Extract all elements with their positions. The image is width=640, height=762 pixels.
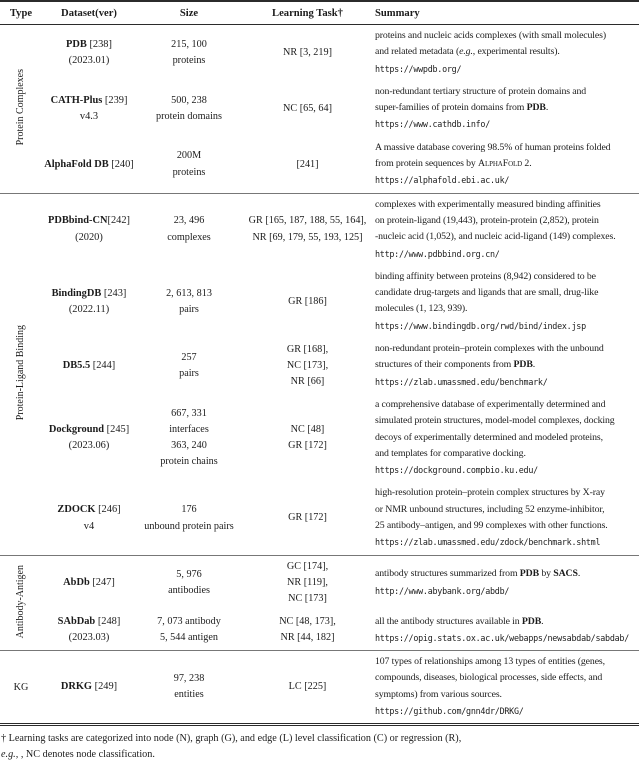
learning-task-cell bbox=[242, 81, 373, 137]
text-segment: non-redundant protein–protein complexes with the unbound bbox=[375, 343, 604, 355]
dataset-cell bbox=[42, 338, 136, 394]
text-segment: 2. bbox=[522, 158, 532, 170]
size-line: 5, 976 bbox=[176, 568, 202, 580]
text-segment: Learning Task† bbox=[272, 8, 343, 19]
size-cell bbox=[136, 193, 242, 266]
dataset-name-line bbox=[43, 358, 135, 374]
text-segment: v4.3 bbox=[79, 110, 99, 122]
summary-cell bbox=[373, 482, 639, 555]
summary-line bbox=[375, 213, 638, 229]
dataset-url-link[interactable]: https://opig.stats.ox.ac.uk/webapps/newsabdab/sabdab/ bbox=[375, 632, 629, 643]
text-segment: 25 antibody–antigen, and 99 complexes with other functions. bbox=[375, 520, 608, 532]
text-segment: [238] bbox=[86, 38, 112, 50]
dataset-name-line bbox=[43, 575, 135, 591]
text-segment: PDBbind-CN bbox=[48, 215, 108, 227]
summary-line bbox=[375, 703, 638, 720]
summary-line bbox=[375, 197, 638, 213]
size-line: 500, 238 bbox=[171, 94, 207, 106]
dataset-cell bbox=[42, 25, 136, 81]
text-segment: super-families of protein domains from bbox=[375, 102, 527, 114]
summary-line bbox=[375, 670, 638, 686]
dataset-name-line bbox=[43, 438, 135, 454]
size-line: 363, 240 bbox=[171, 440, 207, 452]
text-segment: AlphaFold bbox=[477, 158, 523, 170]
summary-line bbox=[375, 614, 638, 630]
text-segment: Dockground bbox=[48, 423, 105, 435]
text-segment: compounds, diseases, biological processes, side effects, and bbox=[375, 672, 603, 684]
summary-line bbox=[375, 156, 638, 172]
dataset-cell bbox=[42, 611, 136, 651]
type-group-label: Protein Complexes bbox=[15, 69, 26, 146]
summary-line bbox=[375, 116, 638, 133]
summary-cell bbox=[373, 193, 639, 266]
summary-line bbox=[375, 269, 638, 285]
column-header-size bbox=[136, 1, 242, 25]
text-segment: ZDOCK bbox=[57, 504, 96, 516]
summary-line bbox=[375, 446, 638, 462]
size-line: 2, 613, 813 bbox=[166, 287, 212, 299]
text-segment: [247] bbox=[89, 576, 115, 588]
summary-line bbox=[375, 44, 638, 60]
dataset-name-line bbox=[43, 230, 135, 246]
dataset-name-line bbox=[43, 109, 135, 125]
dataset-cell bbox=[42, 81, 136, 137]
type-group-label: KG bbox=[13, 681, 29, 693]
text-segment: a comprehensive database of experimentally determined and bbox=[375, 398, 606, 410]
size-line: proteins bbox=[172, 54, 206, 66]
summary-cell bbox=[373, 338, 639, 394]
table-row bbox=[0, 651, 639, 725]
table-row bbox=[0, 193, 639, 266]
summary-line bbox=[375, 341, 638, 357]
text-segment: . bbox=[532, 359, 536, 371]
summary-line bbox=[375, 357, 638, 373]
task-line: GR [165, 187, 188, 55, 164], bbox=[248, 215, 367, 227]
summary-cell bbox=[373, 651, 639, 725]
summary-line bbox=[375, 654, 638, 670]
table-row bbox=[0, 266, 639, 338]
dataset-name-line bbox=[43, 614, 135, 630]
table-row bbox=[0, 137, 639, 193]
column-header-summary bbox=[373, 1, 639, 25]
text-segment: from protein sequences by bbox=[375, 158, 478, 170]
task-line: GR [186] bbox=[288, 295, 327, 307]
dataset-cell bbox=[42, 137, 136, 193]
text-segment: , experimental results). bbox=[472, 46, 560, 58]
text-segment: (2020) bbox=[75, 231, 103, 243]
table-row bbox=[0, 482, 639, 555]
summary-line bbox=[375, 630, 638, 647]
column-header-dataset bbox=[42, 1, 136, 25]
summary-line bbox=[375, 502, 638, 518]
task-line: NC [65, 64] bbox=[283, 102, 332, 114]
summary-line bbox=[375, 229, 638, 245]
table-row bbox=[0, 394, 639, 482]
text-segment: DB5.5 bbox=[62, 359, 91, 371]
text-segment: BindingDB bbox=[51, 287, 102, 299]
summary-line bbox=[375, 172, 638, 189]
summary-line bbox=[375, 100, 638, 116]
learning-task-cell bbox=[242, 25, 373, 81]
summary-line bbox=[375, 687, 638, 703]
table-header-row bbox=[0, 1, 639, 25]
text-segment: SACS bbox=[553, 568, 578, 580]
task-line: GR [172] bbox=[288, 512, 327, 524]
summary-line bbox=[375, 61, 638, 78]
task-line: GR [172] bbox=[288, 440, 327, 452]
task-line: NC [48, 173], bbox=[279, 616, 336, 627]
dataset-name-line bbox=[43, 519, 135, 535]
text-segment: non-redundant tertiary structure of protein domains and bbox=[375, 85, 587, 97]
summary-line bbox=[375, 246, 638, 263]
learning-task-cell bbox=[242, 651, 373, 725]
dataset-name-line bbox=[43, 630, 135, 646]
text-segment: and related metadata ( bbox=[375, 46, 460, 58]
text-segment: symptoms) from various sources. bbox=[375, 688, 502, 700]
text-segment: and templates for comparative docking. bbox=[375, 447, 526, 459]
summary-line bbox=[375, 518, 638, 534]
size-line: 23, 496 bbox=[173, 215, 205, 227]
text-segment: (2022.11) bbox=[68, 303, 110, 315]
text-segment: PDB bbox=[521, 615, 542, 627]
dataset-name-line bbox=[43, 302, 135, 318]
size-line: unbound protein pairs bbox=[144, 520, 234, 532]
size-line: 257 bbox=[181, 351, 197, 363]
dataset-group bbox=[0, 555, 639, 650]
dataset-name-line bbox=[43, 422, 135, 438]
size-line: 5, 544 antigen bbox=[159, 632, 218, 644]
type-group-label: Antibody-Antigen bbox=[15, 564, 26, 639]
size-line: antibodies bbox=[168, 585, 210, 597]
summary-line bbox=[375, 397, 638, 413]
size-line: protein chains bbox=[160, 456, 218, 468]
type-cell bbox=[0, 193, 42, 555]
table-row bbox=[0, 555, 639, 610]
size-line: 200M bbox=[176, 150, 202, 162]
dataset-name-line bbox=[43, 37, 135, 53]
text-segment: [246] bbox=[95, 504, 121, 516]
summary-cell bbox=[373, 266, 639, 338]
type-cell bbox=[0, 555, 42, 650]
dataset-cell bbox=[42, 482, 136, 555]
dataset-url-link[interactable]: https://dockground.compbio.ku.edu/ bbox=[375, 465, 538, 476]
dataset-cell bbox=[42, 651, 136, 725]
dataset-url-link[interactable]: https://zlab.umassmed.edu/zdock/benchmark.shtml bbox=[375, 537, 601, 548]
text-segment: all the antibody structures available in bbox=[375, 615, 522, 627]
dataset-url-link[interactable]: https://wwpdb.org/ bbox=[375, 63, 462, 74]
text-segment: or NMR unbound structures, including 52 enzyme-inhibitor, bbox=[375, 503, 605, 515]
size-line: entities bbox=[174, 689, 204, 701]
text-segment: [243] bbox=[101, 287, 127, 299]
size-cell bbox=[136, 81, 242, 137]
dataset-name-line bbox=[43, 286, 135, 302]
text-segment: antibody structures summarized from bbox=[375, 568, 520, 580]
table-row bbox=[0, 25, 639, 81]
summary-cell bbox=[373, 25, 639, 81]
text-segment: decoys of experimentally determined and modeled proteins, bbox=[375, 431, 603, 443]
dataset-name-line bbox=[43, 213, 135, 229]
size-cell bbox=[136, 394, 242, 482]
text-segment: A massive database covering 98.5% of human proteins folded bbox=[375, 141, 611, 153]
dataset-group bbox=[0, 193, 639, 555]
learning-task-cell bbox=[242, 266, 373, 338]
type-cell bbox=[0, 25, 42, 194]
text-segment: complexes with experimentally measured binding affinities bbox=[375, 198, 601, 210]
dataset-url-link[interactable]: https://alphafold.ebi.ac.uk/ bbox=[375, 175, 510, 186]
size-line: protein domains bbox=[156, 110, 222, 122]
summary-line bbox=[375, 413, 638, 429]
text-segment: (2023.03) bbox=[68, 632, 110, 644]
text-segment: . bbox=[545, 102, 549, 114]
summary-line bbox=[375, 485, 638, 501]
size-line: complexes bbox=[167, 231, 211, 243]
summary-line bbox=[375, 534, 638, 551]
text-segment: [245] bbox=[104, 423, 130, 435]
task-line: GC [174], bbox=[286, 560, 329, 572]
text-segment: molecules (1, 123, 939). bbox=[375, 303, 468, 315]
task-line: NR [66] bbox=[290, 376, 325, 388]
text-segment: PDB bbox=[513, 359, 533, 371]
size-cell bbox=[136, 651, 242, 725]
text-segment: PDB bbox=[519, 568, 540, 580]
text-segment: AbDb bbox=[63, 576, 90, 588]
table-row bbox=[0, 81, 639, 137]
footnotes bbox=[0, 726, 640, 762]
footnote-line bbox=[1, 747, 637, 762]
task-line: NR [3, 219] bbox=[283, 46, 332, 58]
size-line: 667, 331 bbox=[171, 407, 207, 419]
text-segment: binding affinity between proteins (8,942) considered to be bbox=[375, 270, 596, 282]
dataset-name-line bbox=[43, 157, 135, 173]
summary-cell bbox=[373, 81, 639, 137]
dataset-name-line bbox=[43, 93, 135, 109]
text-segment: CATH-Plus bbox=[50, 94, 103, 106]
summary-line bbox=[375, 583, 638, 600]
size-cell bbox=[136, 482, 242, 555]
learning-task-cell bbox=[242, 193, 373, 266]
text-segment: [239] bbox=[102, 94, 128, 106]
summary-cell bbox=[373, 555, 639, 610]
dataset-name-line bbox=[43, 679, 135, 695]
text-segment: Summary bbox=[375, 8, 420, 19]
summary-line bbox=[375, 285, 638, 301]
size-line: 7, 073 antibody bbox=[157, 616, 221, 627]
summary-cell bbox=[373, 611, 639, 651]
text-segment: Dataset bbox=[61, 8, 96, 19]
summary-line bbox=[375, 430, 638, 446]
text-segment: structures of their components from bbox=[375, 359, 514, 371]
text-segment: e.g., bbox=[1, 748, 19, 760]
size-cell bbox=[136, 338, 242, 394]
column-header-type bbox=[0, 1, 42, 25]
text-segment: high-resolution protein–protein complex structures by X-ray bbox=[375, 487, 605, 499]
dataset-cell bbox=[42, 193, 136, 266]
size-cell bbox=[136, 555, 242, 610]
size-line: pairs bbox=[179, 303, 199, 315]
text-segment: (2023.06) bbox=[68, 440, 110, 452]
type-group-label: Protein-Ligand Binding bbox=[15, 325, 26, 421]
dataset-url-link[interactable]: https://www.bindingdb.org/rwd/bind/index.jsp bbox=[375, 320, 586, 331]
dataset-cell bbox=[42, 555, 136, 610]
text-segment: simulated protein structures, model-model complexes, docking bbox=[375, 415, 615, 427]
text-segment: candidate drug-targets and ligands that are small, drug-like bbox=[375, 287, 599, 299]
text-segment: . bbox=[541, 615, 544, 627]
size-cell bbox=[136, 137, 242, 193]
text-segment: PDB bbox=[526, 102, 546, 114]
text-segment: (2023.01) bbox=[68, 54, 110, 66]
text-segment: 107 types of relationships among 13 types of entities (genes, bbox=[375, 656, 605, 668]
text-segment: e.g. bbox=[459, 46, 473, 58]
text-segment: v4 bbox=[83, 520, 95, 532]
dataset-cell bbox=[42, 394, 136, 482]
footnote-line bbox=[1, 731, 637, 747]
dataset-group bbox=[0, 25, 639, 194]
dataset-cell bbox=[42, 266, 136, 338]
text-segment: on protein-ligand (19,443), protein-protein (2,852), protein bbox=[375, 214, 599, 226]
size-line: 215, 100 bbox=[171, 38, 207, 50]
task-line: GR [168], bbox=[286, 343, 329, 355]
text-segment: , NC denotes node classification. bbox=[18, 748, 155, 760]
summary-line bbox=[375, 318, 638, 335]
dataset-name-line bbox=[43, 53, 135, 69]
task-line: NC [48] bbox=[290, 423, 325, 435]
dataset-group bbox=[0, 651, 639, 725]
summary-line bbox=[375, 28, 638, 44]
learning-task-cell bbox=[242, 137, 373, 193]
task-line: LC [225] bbox=[288, 681, 327, 693]
learning-task-cell bbox=[242, 555, 373, 610]
dataset-url-link[interactable]: https://zlab.umassmed.edu/benchmark/ bbox=[375, 376, 548, 387]
dataset-url-link[interactable]: http://www.pdbbind.org.cn/ bbox=[375, 248, 500, 259]
text-segment: Type bbox=[9, 8, 33, 19]
summary-line bbox=[375, 301, 638, 317]
size-line: pairs bbox=[179, 367, 199, 379]
text-segment: by bbox=[539, 568, 554, 580]
size-line: proteins bbox=[172, 166, 206, 178]
type-cell bbox=[0, 651, 42, 725]
text-segment: PDB bbox=[66, 38, 87, 50]
text-segment: [242] bbox=[107, 215, 130, 227]
text-segment: [244] bbox=[90, 359, 116, 371]
learning-task-cell bbox=[242, 611, 373, 651]
learning-task-cell bbox=[242, 394, 373, 482]
task-line: NR [69, 179, 55, 193, 125] bbox=[252, 231, 363, 243]
size-line: 97, 238 bbox=[173, 672, 205, 684]
task-line: NR [119], bbox=[287, 576, 328, 588]
size-cell bbox=[136, 266, 242, 338]
text-segment: SAbDab bbox=[57, 616, 96, 627]
text-segment: . bbox=[577, 568, 581, 580]
size-cell bbox=[136, 25, 242, 81]
summary-line bbox=[375, 374, 638, 391]
dataset-name-line bbox=[43, 502, 135, 518]
table-row bbox=[0, 338, 639, 394]
summary-line bbox=[375, 84, 638, 100]
text-segment: Size bbox=[179, 8, 199, 19]
dataset-url-link[interactable]: https://github.com/gnn4dr/DRKG/ bbox=[375, 705, 524, 716]
summary-line bbox=[375, 566, 638, 582]
learning-task-cell bbox=[242, 338, 373, 394]
task-line: NR [44, 182] bbox=[280, 632, 335, 644]
text-segment: AlphaFold DB bbox=[44, 158, 109, 170]
summary-cell bbox=[373, 394, 639, 482]
text-segment: [240] bbox=[108, 158, 134, 170]
text-segment: [248] bbox=[95, 616, 121, 627]
dataset-url-link[interactable]: http://www.abybank.org/abdb/ bbox=[375, 585, 510, 596]
column-header-task bbox=[242, 1, 373, 25]
size-line: 176 bbox=[181, 504, 197, 516]
text-segment: -nucleic acid (1,052), and nucleic acid-ligand (149) complexes. bbox=[375, 231, 616, 243]
text-segment: [249] bbox=[92, 681, 118, 693]
table-row bbox=[0, 611, 639, 651]
learning-task-cell bbox=[242, 482, 373, 555]
task-line: [241] bbox=[296, 158, 319, 170]
text-segment: proteins and nucleic acids complexes (with small molecules) bbox=[375, 30, 606, 41]
dataset-url-link[interactable]: https://www.cathdb.info/ bbox=[375, 119, 491, 130]
task-line: NC [173], bbox=[286, 359, 329, 371]
summary-line bbox=[375, 140, 638, 156]
text-segment: (ver) bbox=[95, 8, 117, 19]
size-cell bbox=[136, 611, 242, 651]
text-segment: DRKG bbox=[60, 681, 93, 693]
task-line: NC [173] bbox=[288, 593, 327, 605]
text-segment: † Learning tasks are categorized into node (N), graph (G), and edge (L) level classification (C) or regression (R), bbox=[1, 733, 462, 745]
size-line: interfaces bbox=[169, 423, 209, 435]
summary-line bbox=[375, 462, 638, 479]
summary-cell bbox=[373, 137, 639, 193]
